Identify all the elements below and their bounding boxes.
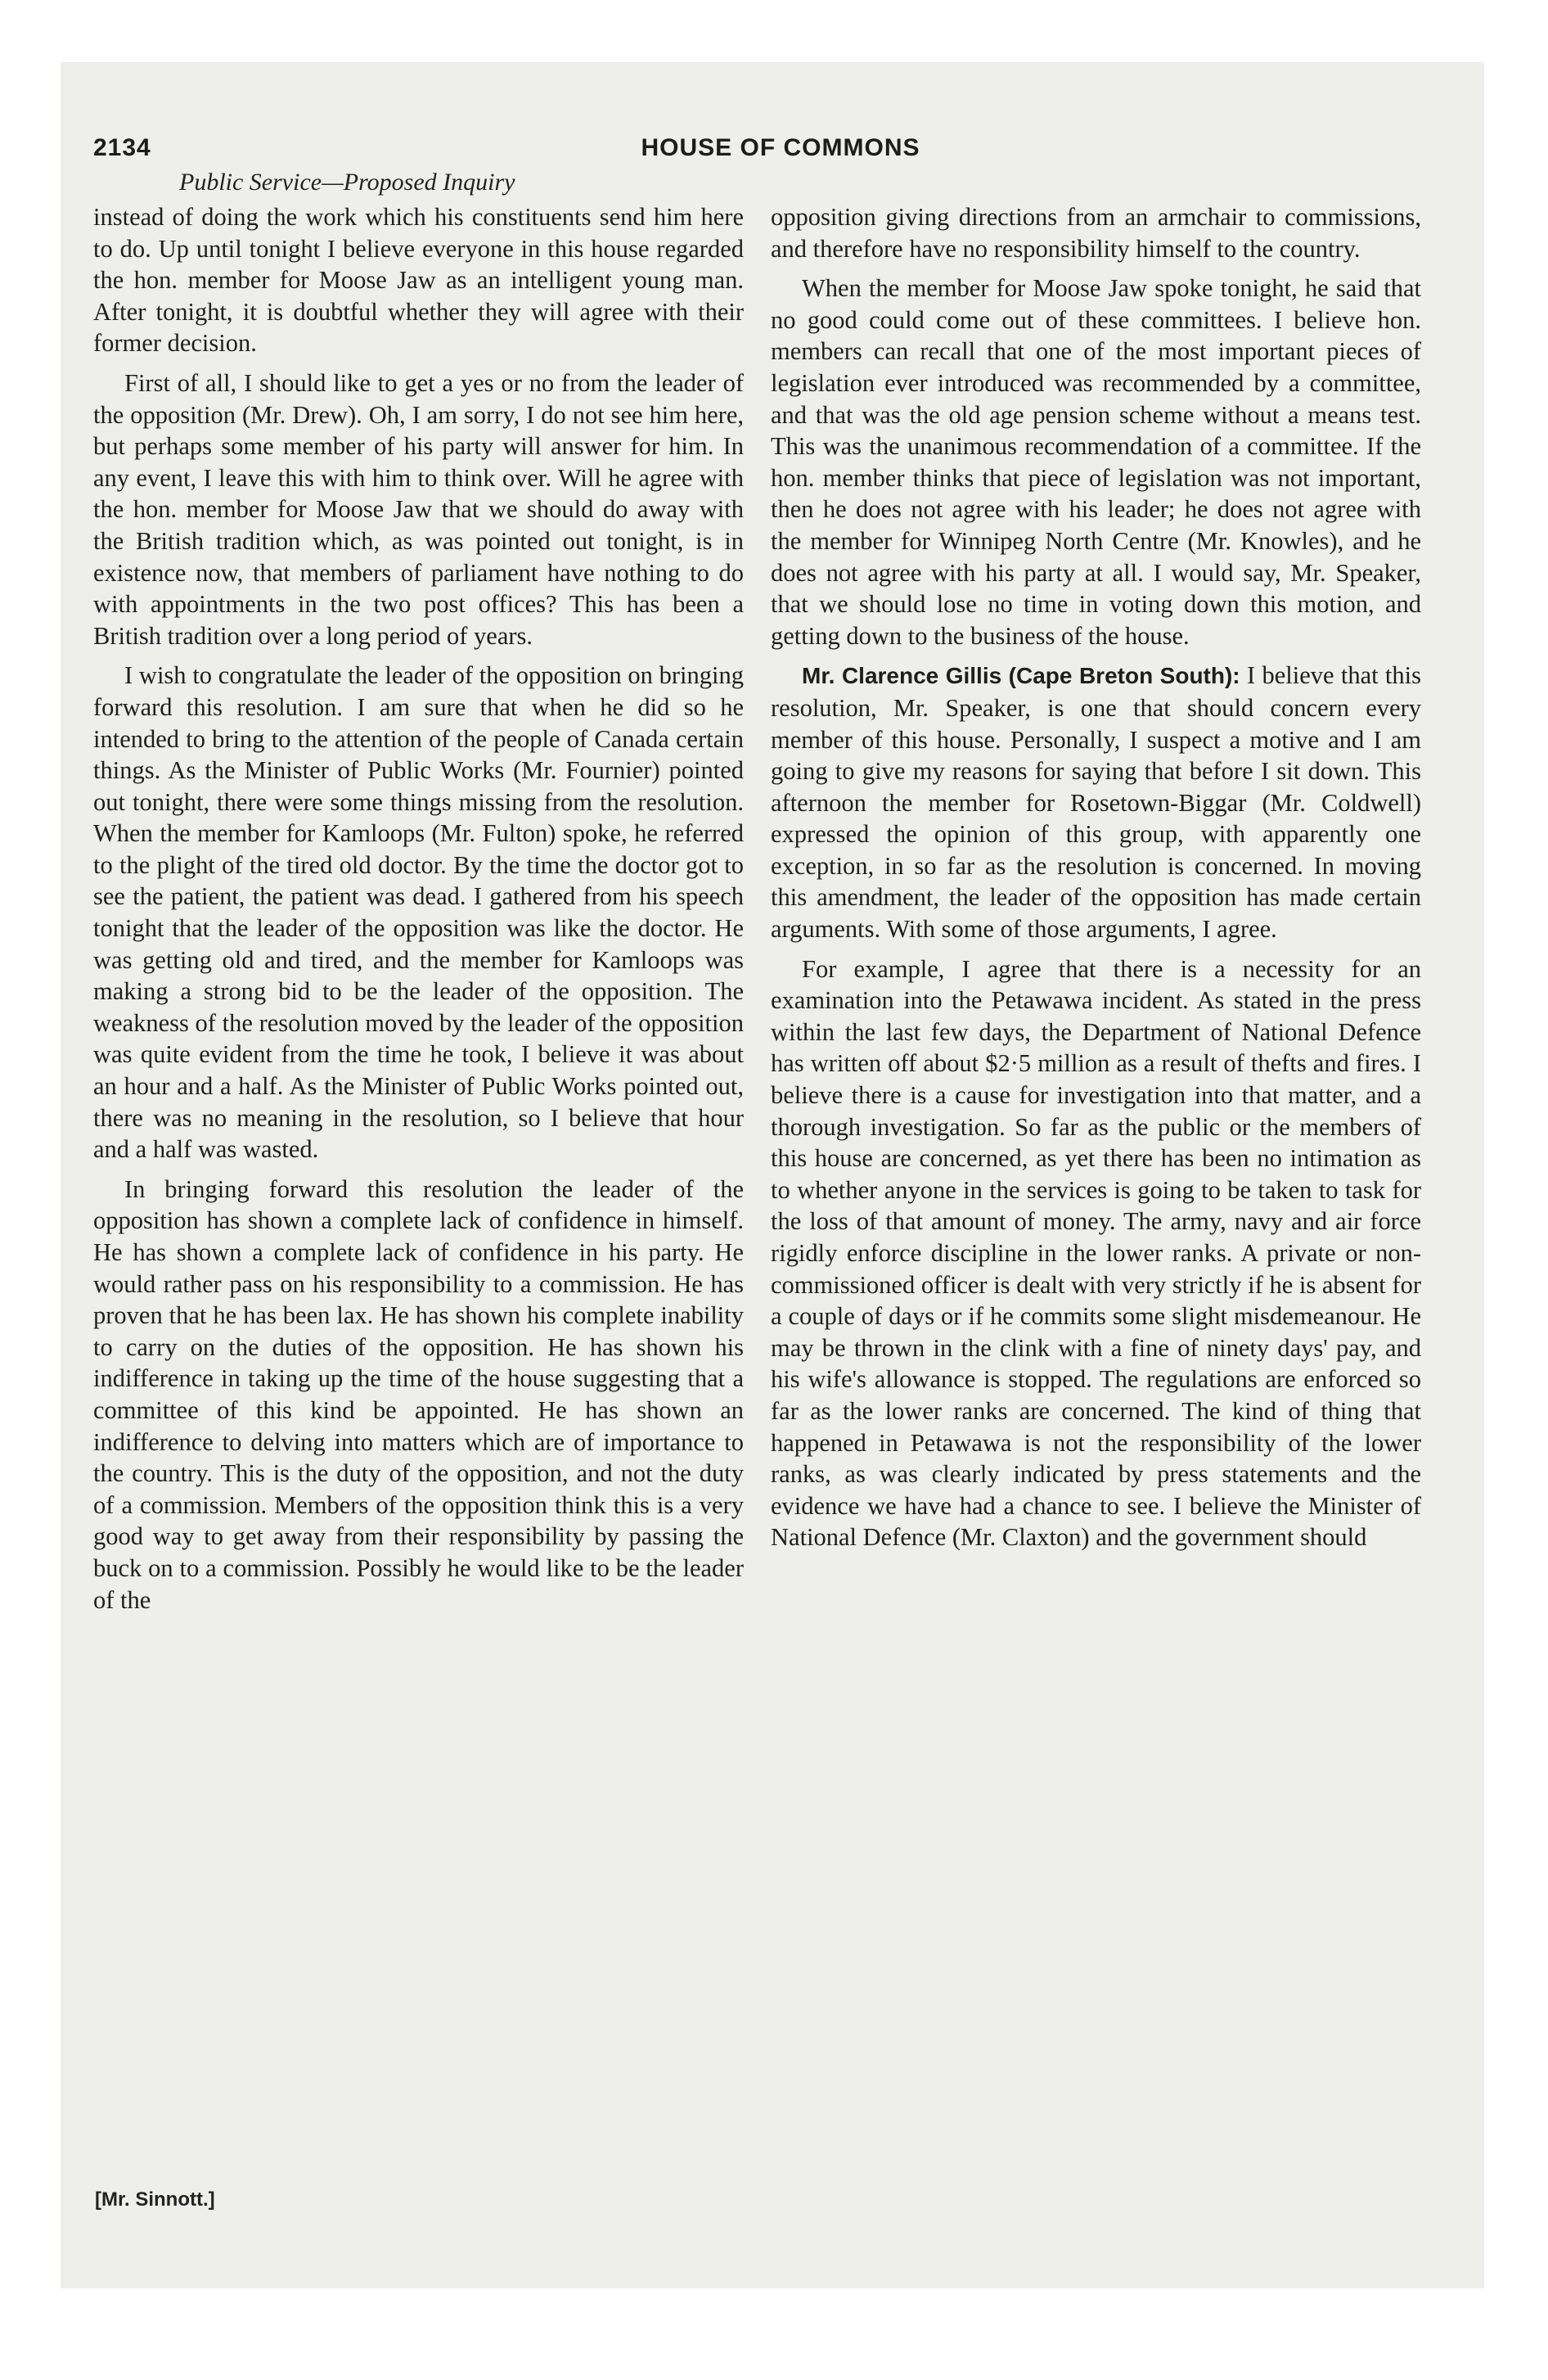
paragraph: opposition giving directions from an armchair to commissions, and therefore have no responsibility himself to the country.: [771, 203, 1421, 263]
speaker-paragraph: [771, 660, 1421, 944]
hansard-page: [61, 62, 1484, 2288]
speaker-text: I believe that this resolution, Mr. Speaker, is one that should concern every member of this house. Personally, I suspect a motive and I am going to give my reasons for saying that before I sit down. This afternoon the member for Rosetown-Biggar (Mr. Coldwell) expressed the opinion of this group, with apparently one exception, in so far as the resolution is concerned. In moving this amendment, the leader of the opposition has made certain arguments. With some of those arguments, I agree.: [771, 661, 1421, 944]
paragraph: When the member for Moose Jaw spoke tonight, he said that no good could come out of these committees. I believe hon. members can recall that one of the most important pieces of legislation ever introduced was recommended by a committee, and that was the old age pension scheme without a means test. This was the unanimous recommendation of a committee. If the hon. member thinks that piece of legislation was not important, then he does not agree with his leader; he does not agree with the member for Winnipeg North Centre (Mr. Knowles), and he does not agree with his party at all. I would say, Mr. Speaker, that we should lose no time in voting down this motion, and getting down to the business of the house.: [771, 274, 1421, 650]
speaker-name: Mr. Clarence Gillis (Cape Breton South):: [802, 663, 1240, 689]
footer-speaker-reference: [Mr. Sinnott.]: [95, 2188, 215, 2211]
paragraph: First of all, I should like to get a yes or no from the leader of the opposition (Mr. Drew). Oh, I am sorry, I do not see him here, but perhaps some member of his party will answer for him. In any event, I leave this with him to think over. Will he agree with the hon. member for Moose Jaw that we should do away with the British tradition which, as was pointed out tonight, is in existence now, that members of parliament have nothing to do with appointments in the two post offices? This has been a British tradition over a long period of years.: [93, 368, 744, 650]
right-column: [771, 201, 1421, 1562]
section-title: Public Service—Proposed Inquiry: [179, 169, 515, 196]
paragraph: In bringing forward this resolution the leader of the opposition has shown a complete lack of confidence in himself. He has shown a complete lack of confidence in his party. He would rather pass on his responsibility to a commission. He has proven that he has been lax. He has shown his complete inability to carry on the duties of the opposition. He has shown his indifference in taking up the time of the house suggesting that a committee of this kind be appointed. He has shown an indifference to delving into matters which are of importance to the country. This is the duty of the opposition, and not the duty of a commission. Members of the opposition think this is a very good way to get away from their responsibility by passing the buck on to a commission. Possibly he would like to be the leader of the: [93, 1174, 744, 1614]
page-number: 2134: [93, 134, 151, 161]
publication-title: HOUSE OF COMMONS: [641, 134, 920, 161]
paragraph: For example, I agree that there is a necessity for an examination into the Petawawa incident. As stated in the press within the last few days, the Department of National Defence has written off about $2·5 million as a result of thefts and fires. I believe there is a cause for investigation into that matter, and a thorough investigation. So far as the public or the members of this house are concerned, as yet there has been no intimation as to whether anyone in the services is going to be taken to task for the loss of that amount of money. The army, navy and air force rigidly enforce discipline in the lower ranks. A private or non-commissioned officer is dealt with very strictly if he is absent for a couple of days or if he commits some slight misdemeanour. He may be thrown in the clink with a fine of ninety days' pay, and his wife's allowance is stopped. The regulations are enforced so far as the lower ranks are concerned. The kind of thing that happened in Petawawa is not the responsibility of the lower ranks, as was clearly indicated by press statements and the evidence we have had a chance to see. I believe the Minister of National Defence (Mr. Claxton) and the government should: [771, 954, 1421, 1552]
left-column: [93, 201, 744, 1624]
paragraph: instead of doing the work which his constituents send him here to do. Up until tonight I believe everyone in this house regarded the hon. member for Moose Jaw as an intelligent young man. After tonight, it is doubtful whether they will agree with their former decision.: [93, 203, 744, 358]
paragraph: I wish to congratulate the leader of the opposition on bringing forward this resolution. I am sure that when he did so he intended to bring to the attention of the people of Canada certain things. As the Minister of Public Works (Mr. Fournier) pointed out tonight, there were some things missing from the resolution. When the member for Kamloops (Mr. Fulton) spoke, he referred to the plight of the tired old doctor. By the time the doctor got to see the patient, the patient was dead. I gathered from his speech tonight that the leader of the opposition was like the doctor. He was getting old and tired, and the member for Kamloops was making a strong bid to be the leader of the opposition. The weakness of the resolution moved by the leader of the opposition was quite evident from the time he took, I believe it was about an hour and a half. As the Minister of Public Works pointed out, there was no meaning in the resolution, so I believe that hour and a half was wasted.: [93, 661, 744, 1164]
